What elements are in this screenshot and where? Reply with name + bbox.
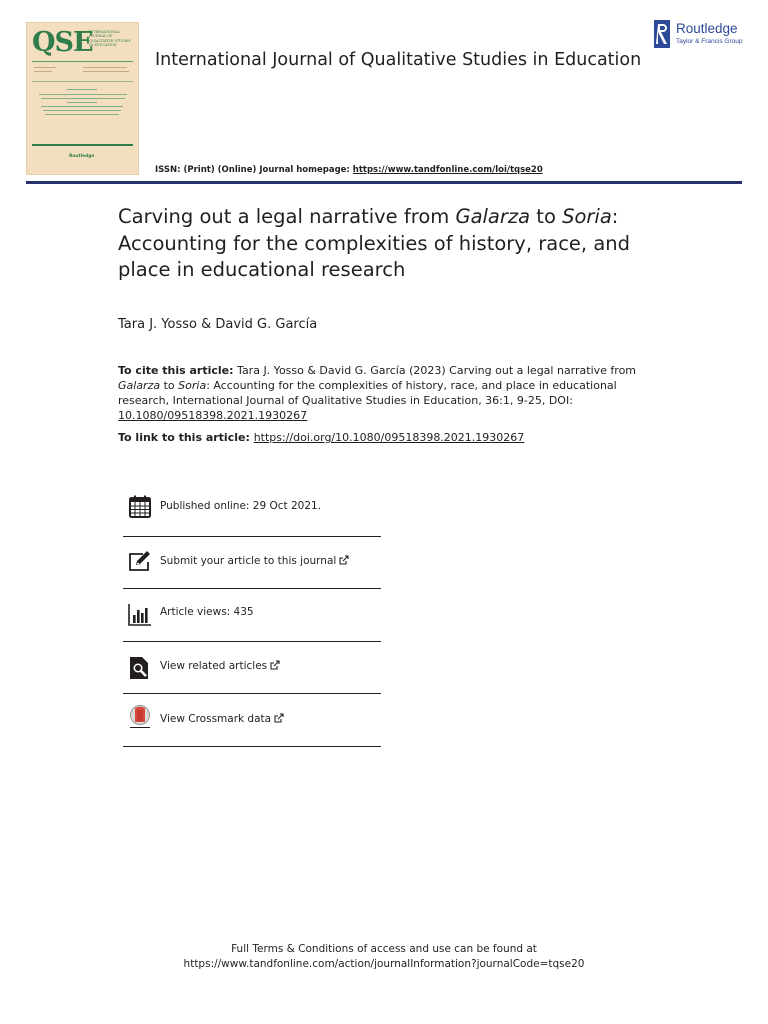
external-link-icon — [270, 660, 280, 670]
search-document-icon — [127, 655, 153, 681]
journal-title: International Journal of Qualitative Studies in Education — [155, 50, 642, 70]
related-articles-link[interactable] — [160, 660, 280, 672]
terms-text: Full Terms & Conditions of access and use can be found at — [231, 943, 537, 955]
cover-divider — [32, 144, 133, 146]
terms-footer — [0, 942, 768, 972]
related-articles-label: View related articles — [160, 659, 268, 672]
title-text: : Accounting for the complexities of history, race, and place in educational research — [118, 205, 630, 281]
related-articles-row[interactable] — [123, 642, 381, 695]
citation-text: Tara J. Yosso & David G. García (2023) Carving out a legal narrative from — [233, 364, 637, 377]
cover-text-line — [41, 106, 123, 107]
cover-text-line — [34, 67, 56, 68]
cover-logo: QSE — [32, 27, 93, 58]
citation-case-name: Galarza — [118, 379, 161, 392]
cover-text-line — [83, 67, 127, 68]
cover-text-line — [34, 71, 52, 72]
link-label: To link to this article: — [118, 431, 254, 444]
external-link-icon — [274, 713, 284, 723]
citation-text: : Accounting for the complexities of history, race, and place in educational research, International Journal of Qualitative Studies in Education, 36:1, 9-25, DOI: — [118, 379, 617, 407]
external-link-icon — [339, 555, 349, 565]
cover-text-line — [39, 94, 127, 95]
article-views-row — [123, 589, 381, 642]
submit-article-label: Submit your article to this journal — [160, 554, 337, 567]
cover-divider — [32, 61, 133, 62]
bar-chart-icon — [127, 602, 153, 628]
crossmark-label: View Crossmark data — [160, 713, 272, 726]
issn-label: ISSN: (Print) (Online) Journal homepage: — [155, 165, 353, 175]
citation-block — [118, 363, 653, 423]
submit-article-link[interactable] — [160, 555, 349, 567]
cover-text-line — [43, 110, 121, 111]
citation-doi-link[interactable]: 10.1080/09518398.2021.1930267 — [118, 409, 308, 422]
crossmark-icon — [127, 704, 153, 730]
routledge-mark-icon — [654, 20, 670, 48]
cover-text-line — [67, 89, 97, 90]
crossmark-row[interactable] — [123, 694, 381, 747]
published-online-text: Published online: 29 Oct 2021. — [160, 500, 322, 512]
cover-publisher: Routledge — [69, 154, 95, 159]
terms-url[interactable]: https://www.tandfonline.com/action/journalInformation?journalCode=tqse20 — [183, 958, 585, 970]
authors: Tara J. Yosso & David G. García — [118, 317, 318, 332]
edit-icon — [127, 550, 153, 576]
citation-text: to — [160, 379, 179, 392]
header-divider — [26, 181, 742, 184]
publisher-name: Routledge — [676, 21, 738, 36]
article-title — [118, 204, 678, 284]
title-text: Carving out a legal narrative from — [118, 205, 456, 228]
title-text: to — [530, 205, 563, 228]
published-online-row — [123, 484, 381, 537]
cover-text-line — [67, 102, 97, 103]
journal-cover-image — [26, 22, 139, 175]
journal-homepage-link[interactable]: https://www.tandfonline.com/loi/tqse20 — [352, 165, 543, 175]
title-case-name: Galarza — [455, 205, 531, 228]
cover-text-line — [83, 71, 129, 72]
article-info-list — [123, 484, 381, 747]
publisher-tagline: Taylor & Francis Group — [676, 38, 743, 45]
cover-text-line — [45, 114, 119, 115]
article-views-text: Article views: 435 — [160, 606, 254, 619]
crossmark-link[interactable] — [160, 713, 284, 725]
article-doi-link[interactable]: https://doi.org/10.1080/09518398.2021.1930267 — [253, 431, 525, 444]
cover-series-title: INTERNATIONAL JOURNAL OF QUALITATIVE STUDIES IN EDUCATION — [89, 30, 131, 48]
submit-article-row[interactable] — [123, 537, 381, 590]
citation-label: To cite this article: — [118, 364, 234, 377]
issn-homepage-line — [155, 165, 543, 175]
citation-case-name: Soria — [178, 379, 207, 392]
cover-divider — [32, 81, 133, 82]
cover-text-line — [41, 98, 125, 99]
title-case-name: Soria — [562, 205, 612, 228]
calendar-icon — [127, 494, 153, 520]
article-link-line — [118, 431, 524, 444]
